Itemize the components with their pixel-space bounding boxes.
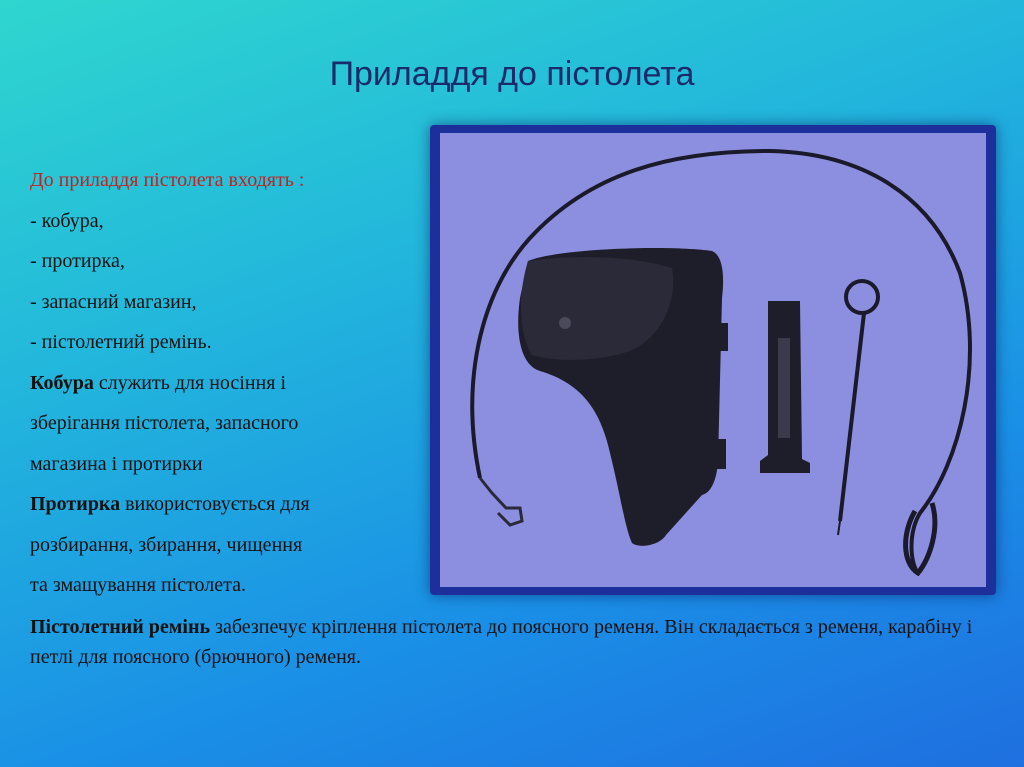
rod-text: використовується для (120, 493, 310, 515)
rod-term: Протирка (30, 493, 121, 515)
list-item: - пістолетний ремінь. (30, 331, 212, 353)
accessories-photo (440, 133, 986, 587)
strap-term: Пістолетний ремінь (30, 616, 211, 638)
rod-desc-line3: та змащування пістолета. (30, 574, 247, 596)
list-item: - кобура, (30, 209, 104, 232)
cleaning-rod (840, 313, 864, 521)
carabiner (480, 478, 522, 525)
holster-desc-line2: зберігання пістолета, запасного (30, 412, 299, 434)
magazine-window (778, 338, 790, 438)
list-item: - запасний магазин, (30, 290, 197, 313)
intro-line: До приладдя пістолета входять : (30, 169, 305, 191)
photo-frame (430, 125, 996, 595)
list-item: - протирка, (30, 250, 125, 272)
strap-paragraph (30, 612, 990, 672)
holster-desc-line3: магазина і протирки (30, 452, 203, 475)
rod-desc-line2: розбирання, збирання, чищення (30, 533, 303, 556)
holster-desc-line1 (30, 363, 450, 404)
cleaning-rod-ring (846, 281, 878, 313)
rod-desc-line1 (30, 484, 450, 525)
holster-button (559, 317, 571, 329)
holster-belt-tab-bottom (716, 439, 726, 469)
holster-term: Кобура (30, 371, 94, 394)
cleaning-rod-tip (838, 521, 840, 535)
holster-text: служить для носіння і (93, 371, 287, 394)
holster-belt-tab-top (718, 323, 728, 351)
accessories-illustration (440, 133, 986, 587)
strap-text: забезпечує кріплення пістолета до поясного ременя. Він складається з ременя, карабіну і петлі для поясного (брючного) ременя. (30, 616, 973, 668)
slide-title: Приладдя до пістолета (329, 55, 695, 93)
text-block (30, 160, 450, 606)
